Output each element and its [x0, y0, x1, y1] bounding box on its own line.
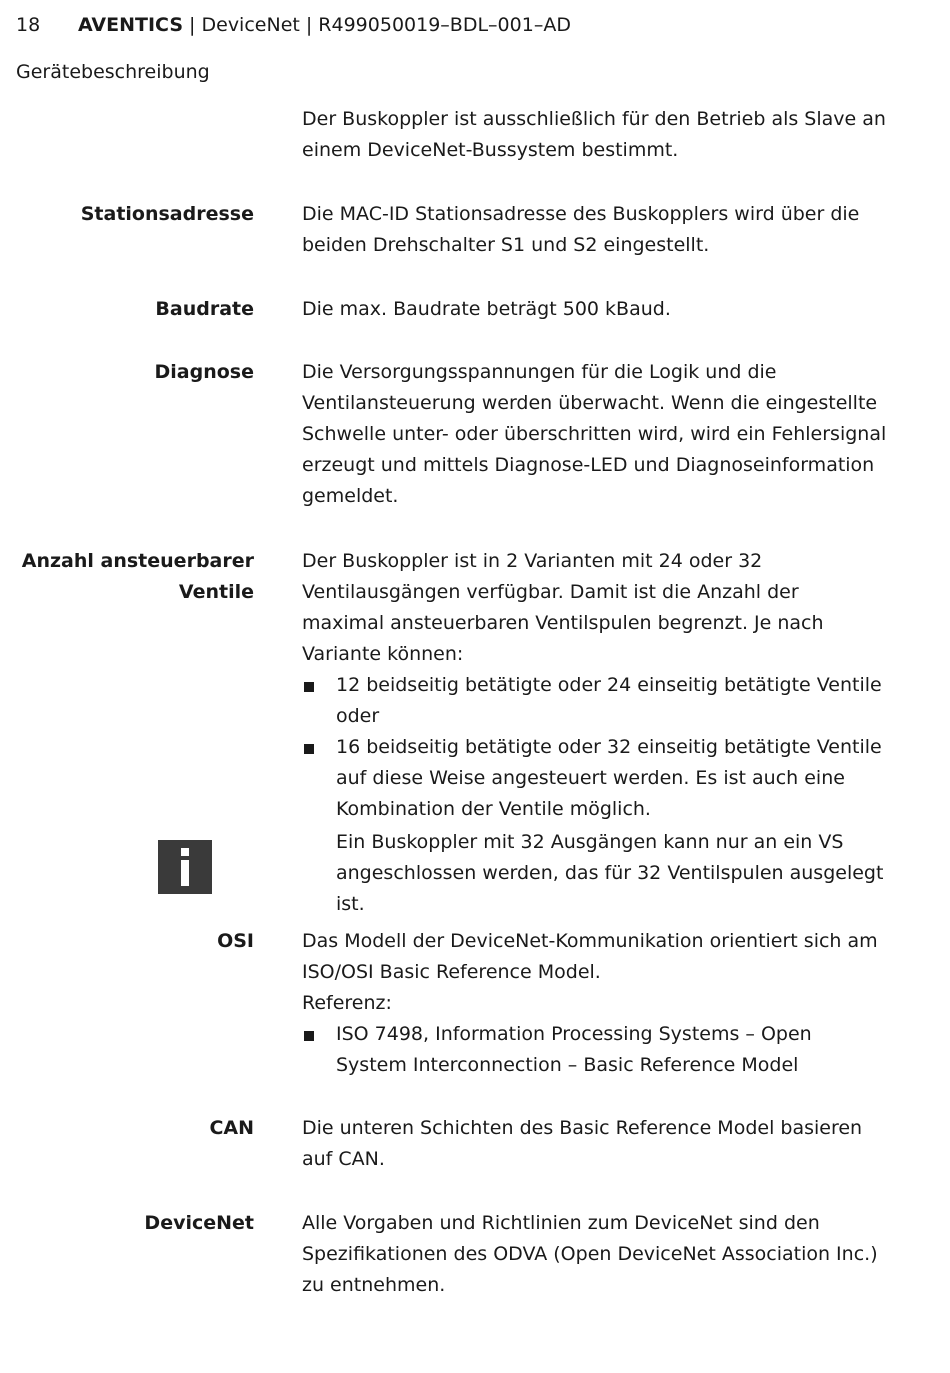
- ventile-bullet-list: [302, 670, 882, 825]
- label-osi: OSI: [217, 930, 254, 952]
- list-item: 12 beidseitig betätigte oder 24 einseitig betätigte Ventile oder: [302, 670, 882, 732]
- header-document-id: | DeviceNet | R499050019–BDL–001–AD: [183, 14, 571, 36]
- text-stationsadresse: Die MAC-ID Stationsadresse des Buskopplers wird über die beiden Drehschalter S1 und S2 eingestellt.: [302, 203, 860, 256]
- label-anzahl-ventile-line1: Anzahl ansteuerbarer: [21, 550, 254, 572]
- bullet-square-icon: [304, 1031, 314, 1041]
- section-title: Gerätebeschreibung: [16, 61, 210, 83]
- label-stationsadresse: Stationsadresse: [80, 203, 254, 225]
- text-osi: Das Modell der DeviceNet-Kommunikation orientiert sich am ISO/OSI Basic Reference Model. Referenz: ISO 7498, Information Processing Systems – Open System Interconnection – Basic Reference Model: [302, 926, 882, 1081]
- info-icon: [158, 840, 212, 894]
- label-baudrate: Baudrate: [155, 298, 254, 320]
- intro-text: Der Buskoppler ist ausschließlich für den Betrieb als Slave an einem DeviceNet-Bussystem bestimmt.: [302, 108, 886, 161]
- label-diagnose: Diagnose: [154, 361, 254, 383]
- text-diagnose: Die Versorgungsspannungen für die Logik und die Ventilansteuerung werden überwacht. Wenn die eingestellte Schwelle unter- oder überschritten wird, wird ein Fehlersignal erzeugt und mittels Diagnose-LED und Diagnoseinformation gemeldet.: [302, 361, 887, 507]
- bullet-square-icon: [304, 682, 314, 692]
- page-header: [16, 10, 571, 41]
- list-item: ISO 7498, Information Processing Systems – Open System Interconnection – Basic Reference Model: [302, 1019, 882, 1081]
- osi-bullet-list: [302, 1019, 882, 1081]
- text-can: Die unteren Schichten des Basic Reference Model basieren auf CAN.: [302, 1117, 863, 1170]
- text-anzahl-ventile: Der Buskoppler ist in 2 Varianten mit 24 oder 32 Ventilausgängen verfügbar. Damit ist die Anzahl der maximal ansteuerbaren Ventilspulen begrenzt. Je nach Variante können: 12 beidseitig betätigte oder 24 einseitig betätigte Ventile oder 16 beidseitig betätigte oder 32 einseitig betätigte Ventile auf diese Weise angesteuert werden. Es ist auch eine Kombination der Ventile möglich.: [302, 546, 882, 825]
- info-icon-dot: [181, 848, 189, 856]
- bullet-square-icon: [304, 744, 314, 754]
- referenz-label: Referenz:: [302, 992, 392, 1014]
- list-item: 16 beidseitig betätigte oder 32 einseitig betätigte Ventile auf diese Weise angesteuert werden. Es ist auch eine Kombination der Ventile möglich.: [302, 732, 882, 825]
- text-baudrate: Die max. Baudrate beträgt 500 kBaud.: [302, 298, 671, 320]
- label-devicenet: DeviceNet: [144, 1212, 254, 1234]
- info-icon-stem: [181, 860, 189, 886]
- page-number: 18: [16, 14, 41, 36]
- label-anzahl-ventile-line2: Ventile: [178, 581, 254, 603]
- label-anzahl-ventile: [22, 546, 254, 608]
- text-devicenet: Alle Vorgaben und Richtlinien zum DeviceNet sind den Spezifikationen des ODVA (Open DeviceNet Association Inc.) zu entnehmen.: [302, 1212, 878, 1296]
- info-note-text: Ein Buskoppler mit 32 Ausgängen kann nur an ein VS angeschlossen werden, das für 32 Ventilspulen ausgelegt ist.: [336, 831, 884, 915]
- label-can: CAN: [209, 1117, 254, 1139]
- header-brand: AVENTICS: [78, 14, 184, 36]
